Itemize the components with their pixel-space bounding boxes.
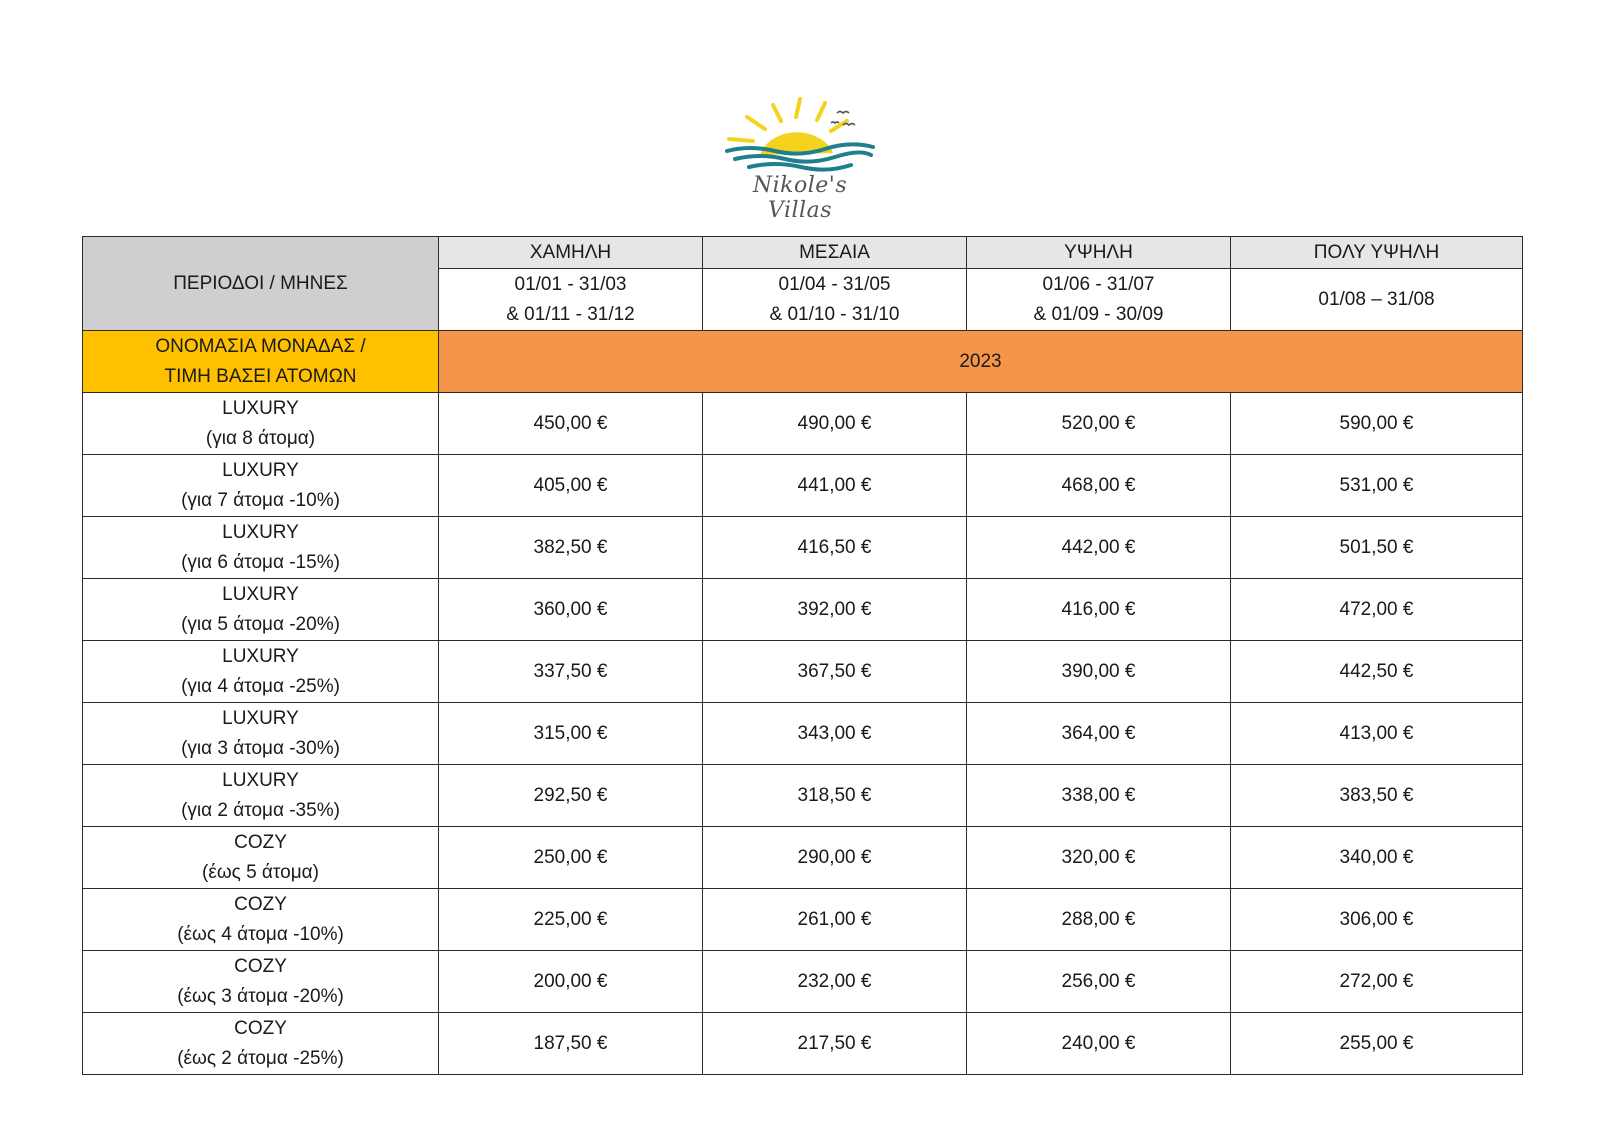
unit-name-cell: LUXURY (για 6 άτομα -15%): [83, 517, 439, 579]
price-cell: 392,00 €: [703, 579, 967, 641]
unit-name-cell: LUXURY (για 5 άτομα -20%): [83, 579, 439, 641]
price-cell: 531,00 €: [1231, 455, 1523, 517]
season-very-high: ΠΟΛΥ ΥΨΗΛΗ: [1231, 237, 1523, 269]
unit-name-cell: LUXURY (για 8 άτομα): [83, 393, 439, 455]
price-cell: 288,00 €: [967, 889, 1231, 951]
price-cell: 290,00 €: [703, 827, 967, 889]
table-row: [83, 765, 1523, 827]
price-cell: 367,50 €: [703, 641, 967, 703]
season-mid: ΜΕΣΑΙΑ: [703, 237, 967, 269]
unit-name-cell: LUXURY (για 2 άτομα -35%): [83, 765, 439, 827]
price-cell: 416,00 €: [967, 579, 1231, 641]
price-cell: 413,00 €: [1231, 703, 1523, 765]
table-row: [83, 951, 1523, 1013]
unit-name-cell: LUXURY (για 4 άτομα -25%): [83, 641, 439, 703]
price-cell: 441,00 €: [703, 455, 967, 517]
unit-name-cell: COZY (έως 3 άτομα -20%): [83, 951, 439, 1013]
table-row: [83, 1013, 1523, 1075]
price-cell: 318,50 €: [703, 765, 967, 827]
price-cell: 501,50 €: [1231, 517, 1523, 579]
price-cell: 382,50 €: [439, 517, 703, 579]
price-cell: 360,00 €: [439, 579, 703, 641]
price-cell: 272,00 €: [1231, 951, 1523, 1013]
brand-name: Nikole's Villas: [752, 173, 848, 223]
price-cell: 468,00 €: [967, 455, 1231, 517]
table-row: [83, 393, 1523, 455]
season-high-dates: 01/06 - 31/07 & 01/09 - 30/09: [967, 269, 1231, 331]
season-mid-dates: 01/04 - 31/05 & 01/10 - 31/10: [703, 269, 967, 331]
price-cell: 450,00 €: [439, 393, 703, 455]
price-cell: 442,50 €: [1231, 641, 1523, 703]
unit-name-cell: COZY (έως 5 άτομα): [83, 827, 439, 889]
table-row: [83, 579, 1523, 641]
price-cell: 256,00 €: [967, 951, 1231, 1013]
price-cell: 590,00 €: [1231, 393, 1523, 455]
season-header-row: [83, 237, 1523, 269]
unit-year-row: [83, 331, 1523, 393]
season-low: ΧΑΜΗΛΗ: [439, 237, 703, 269]
price-cell: 390,00 €: [967, 641, 1231, 703]
table-row: [83, 703, 1523, 765]
table-row: [83, 455, 1523, 517]
table-row: [83, 827, 1523, 889]
table-row: [83, 517, 1523, 579]
price-cell: 490,00 €: [703, 393, 967, 455]
price-cell: 442,00 €: [967, 517, 1231, 579]
season-very-high-dates: 01/08 – 31/08: [1231, 269, 1523, 331]
sun-sea-birds-icon: [725, 95, 875, 175]
price-cell: 292,50 €: [439, 765, 703, 827]
season-low-dates: 01/01 - 31/03 & 01/11 - 31/12: [439, 269, 703, 331]
price-cell: 306,00 €: [1231, 889, 1523, 951]
price-cell: 343,00 €: [703, 703, 967, 765]
price-cell: 217,50 €: [703, 1013, 967, 1075]
price-cell: 405,00 €: [439, 455, 703, 517]
price-table: [82, 236, 1523, 1075]
price-cell: 320,00 €: [967, 827, 1231, 889]
price-cell: 250,00 €: [439, 827, 703, 889]
price-cell: 315,00 €: [439, 703, 703, 765]
unit-name-cell: LUXURY (για 7 άτομα -10%): [83, 455, 439, 517]
price-cell: 472,00 €: [1231, 579, 1523, 641]
price-cell: 383,50 €: [1231, 765, 1523, 827]
price-cell: 187,50 €: [439, 1013, 703, 1075]
price-cell: 340,00 €: [1231, 827, 1523, 889]
price-cell: 261,00 €: [703, 889, 967, 951]
price-cell: 416,50 €: [703, 517, 967, 579]
price-cell: 520,00 €: [967, 393, 1231, 455]
table-row: [83, 641, 1523, 703]
price-cell: 364,00 €: [967, 703, 1231, 765]
price-cell: 240,00 €: [967, 1013, 1231, 1075]
year-band: 2023: [439, 331, 1523, 393]
season-high: ΥΨΗΛΗ: [967, 237, 1231, 269]
unit-name-cell: COZY (έως 4 άτομα -10%): [83, 889, 439, 951]
unit-name-cell: LUXURY (για 3 άτομα -30%): [83, 703, 439, 765]
price-cell: 255,00 €: [1231, 1013, 1523, 1075]
periods-months-label: ΠΕΡΙΟΔΟΙ / ΜΗΝΕΣ: [83, 237, 439, 331]
brand-logo: [725, 95, 875, 223]
price-cell: 232,00 €: [703, 951, 967, 1013]
table-row: [83, 889, 1523, 951]
price-cell: 337,50 €: [439, 641, 703, 703]
unit-name-cell: COZY (έως 2 άτομα -25%): [83, 1013, 439, 1075]
price-cell: 338,00 €: [967, 765, 1231, 827]
price-cell: 225,00 €: [439, 889, 703, 951]
price-cell: 200,00 €: [439, 951, 703, 1013]
unit-name-header: ΟΝΟΜΑΣΙΑ ΜΟΝΑΔΑΣ / ΤΙΜΗ ΒΑΣΕΙ ΑΤΟΜΩΝ: [83, 331, 439, 393]
